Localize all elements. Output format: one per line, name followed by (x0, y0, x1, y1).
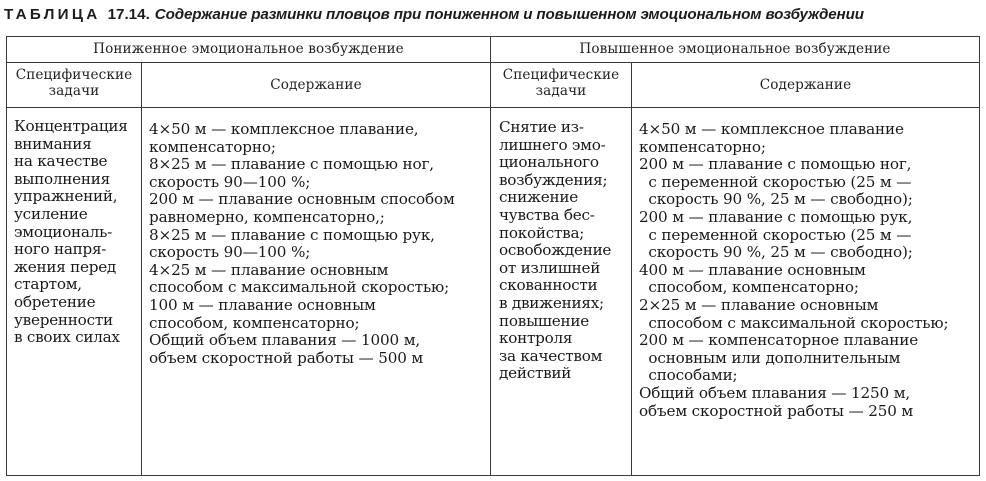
header-low-tasks (7, 67, 141, 99)
table-number: 17.14. (107, 6, 150, 23)
divider-high-columns (631, 62, 632, 475)
header-low-content: Содержание (270, 77, 362, 93)
divider-low-columns (141, 62, 142, 475)
header-high-tasks (491, 67, 631, 99)
header-high-arousal: Повышенное эмоциональное возбуждение (579, 41, 891, 57)
low-content-cell: 4×50 м — комплексное плавание, компенсаторно; 8×25 м — плавание с помощью ног, скорость 90—100 %; 200 м — плавание основным способом равномерно, компенсаторно,; 8×25 м — плавание с помощью рук, скорость 90—100 %; 4×25 м — плавание основным способом с максимальной скоростью; 100 м — плавание основным способом, компенсаторно; Общий объем плавания — 1000 м, объем скоростной работы — 500 м (149, 120, 455, 367)
table-label: ТАБЛИЦА (4, 6, 101, 23)
table-caption: Содержание разминки пловцов при пониженном и повышенном эмоциональном возбуждении (154, 6, 864, 23)
header-tasks-line2: задачи (48, 83, 100, 99)
divider-column-header (7, 107, 979, 108)
table-frame (6, 36, 980, 476)
header-low-arousal: Пониженное эмоциональное возбуждение (93, 41, 404, 57)
table-title (4, 6, 984, 24)
header-tasks-line1: Специфические (15, 67, 133, 83)
high-tasks-cell: Снятие из- лишнего эмо- ционального возбуждения; снижение чувства бес- покойства; освобождение от излишней скованности в движениях; повышение контроля за качеством действий (499, 118, 612, 383)
header-tasks-line1: Специфические (502, 67, 620, 83)
header-high-content: Содержание (759, 77, 852, 93)
low-tasks-cell: Концентрация внимания на качестве выполнения упражнений, усиление эмоциональ- ного напря- жения перед стартом, обретение уверенности в своих силах (14, 117, 128, 347)
header-tasks-line2: задачи (535, 83, 587, 99)
divider-group-header (7, 62, 979, 63)
high-content-cell: 4×50 м — комплексное плавание компенсаторно; 200 м — плавание с помощью ног, с переменной скоростью (25 м — скорость 90 %, 25 м — свободно); 200 м — плавание с помощью рук, с переменной скоростью (25 м — скорость 90 %, 25 м — свободно); 400 м — плавание основным способом, компенсаторно; 2×25 м — плавание основным способом с максимальной скоростью; 200 м — компенсаторное плавание основным или дополнительным способами; Общий объем плавания — 1250 м, объем скоростной работы — 250 м (639, 120, 949, 420)
divider-groups (490, 37, 491, 475)
